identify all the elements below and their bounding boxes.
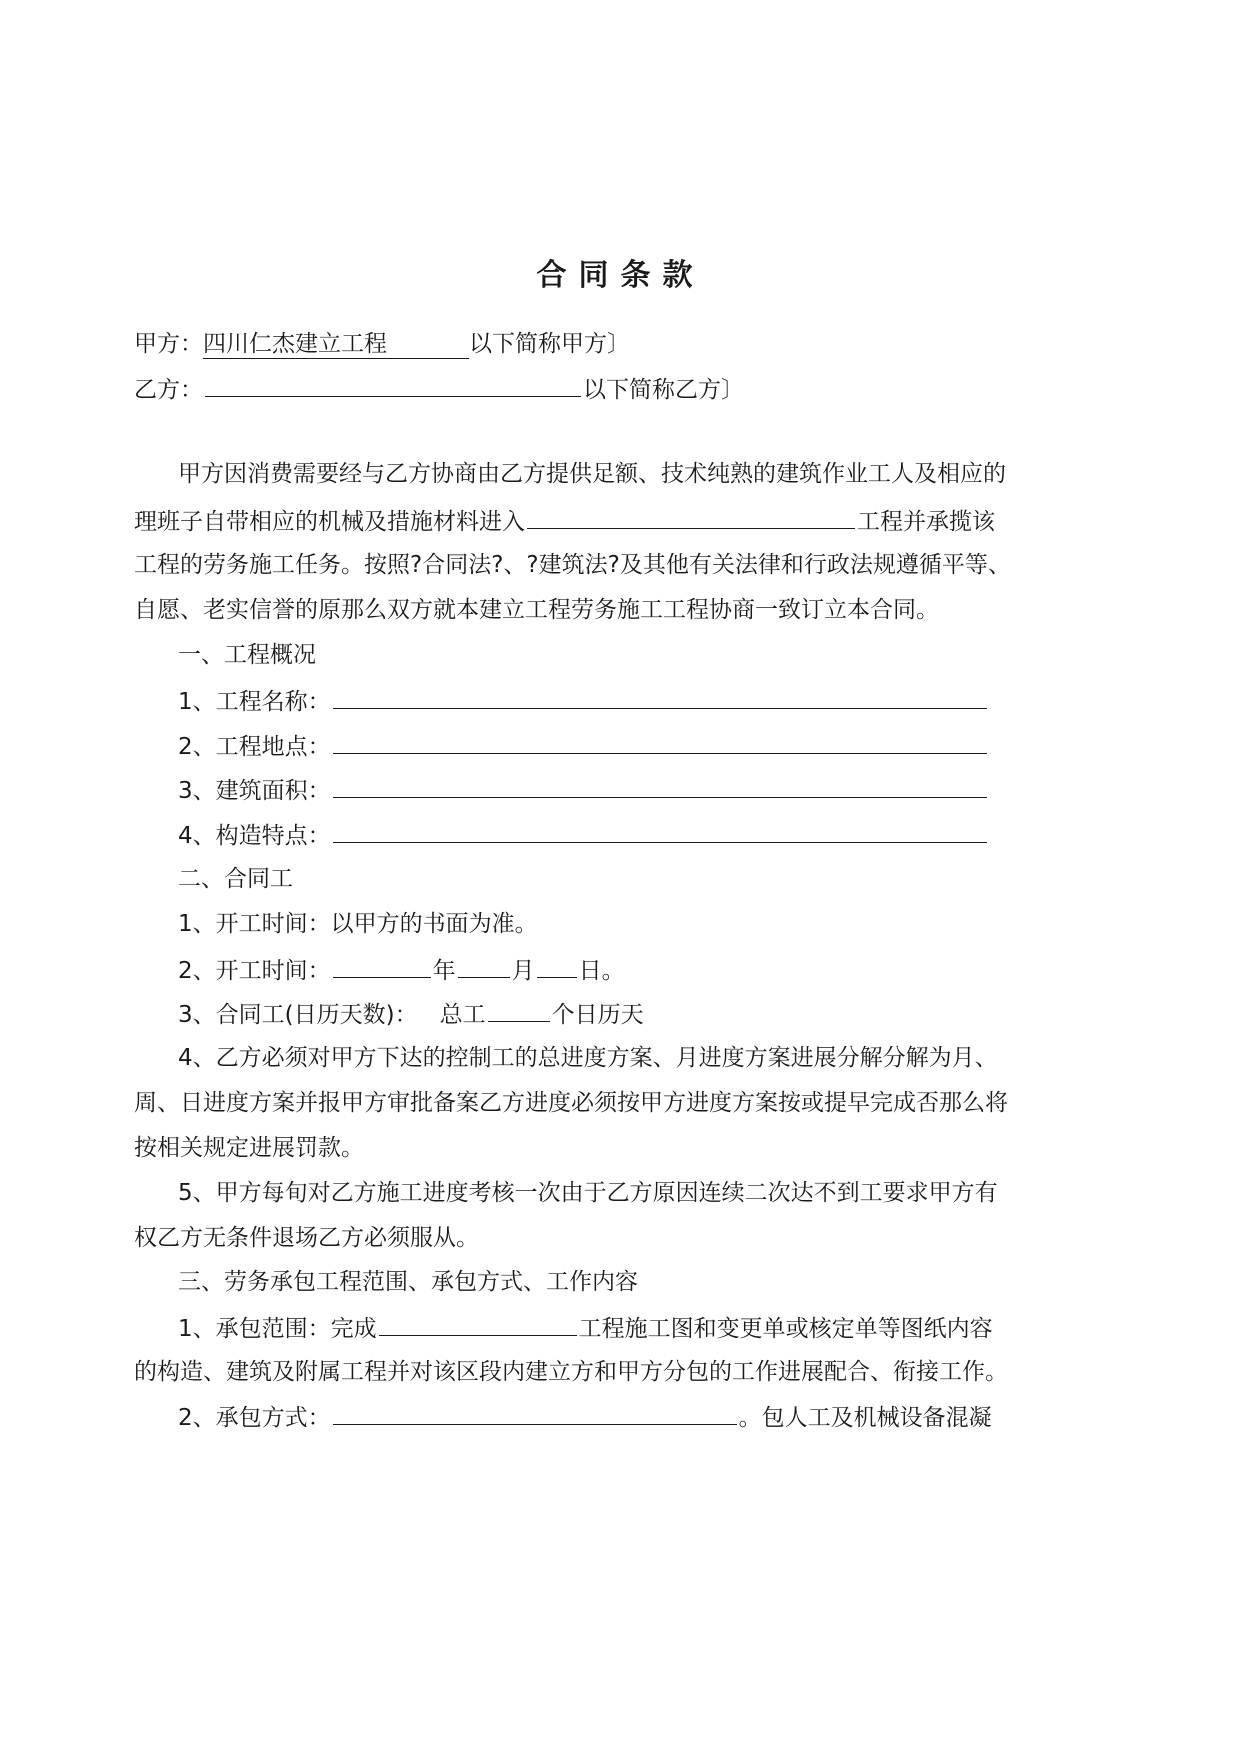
section-3-heading: 三、劳务承包工程范围、承包方式、工作内容 bbox=[178, 1269, 638, 1295]
party-a-line bbox=[134, 326, 630, 362]
building-area-label: 3、建筑面积： bbox=[178, 778, 331, 804]
scope-suffix: 工程施工图和变更单或核定单等图纸内容 bbox=[578, 1316, 993, 1342]
party-b-label: 乙方： bbox=[134, 377, 203, 403]
party-a-value: 四川仁杰建立工程 bbox=[203, 331, 387, 357]
contract-method-suffix: 。包人工及机械设备混凝 bbox=[738, 1405, 992, 1431]
scope-label: 1、承包范围：完成 bbox=[178, 1316, 377, 1342]
intro-line-2 bbox=[134, 502, 995, 540]
section-1-heading: 一、工程概况 bbox=[178, 642, 316, 668]
day-unit: 日。 bbox=[578, 958, 625, 984]
duration-label: 3、合同工(日历天数)： bbox=[178, 1002, 418, 1028]
start-time-item-2 bbox=[178, 951, 625, 989]
structure-features-row bbox=[178, 816, 989, 854]
party-b-line bbox=[134, 370, 744, 408]
year-field[interactable] bbox=[333, 951, 431, 978]
start-time-label: 2、开工时间： bbox=[178, 958, 331, 984]
duration-item bbox=[178, 995, 644, 1033]
intro-line-4: 自愿、老实信誉的原那么双方就本建立工程劳务施工工程协商一致订立本合同。 bbox=[134, 597, 939, 623]
day-field[interactable] bbox=[537, 951, 577, 978]
project-location-row bbox=[178, 727, 989, 765]
section-2-heading: 二、合同工 bbox=[178, 866, 293, 892]
building-area-field[interactable] bbox=[333, 771, 987, 798]
start-time-item-1: 1、开工时间：以甲方的书面为准。 bbox=[178, 911, 538, 937]
duration-days-field[interactable] bbox=[488, 995, 550, 1022]
scope-item-line-1 bbox=[178, 1309, 993, 1347]
project-name-label: 1、工程名称： bbox=[178, 689, 331, 715]
intro-line-2a: 理班子自带相应的机械及措施材料进入 bbox=[134, 509, 525, 535]
project-location-label: 2、工程地点： bbox=[178, 734, 331, 760]
party-a-suffix: 以下简称甲方〕 bbox=[469, 331, 630, 357]
scope-item-line-2: 的构造、建筑及附属工程并对该区段内建立方和甲方分包的工作进展配合、衔接工作。 bbox=[134, 1359, 1008, 1385]
contract-method-label: 2、承包方式： bbox=[178, 1405, 331, 1431]
party-b-blank[interactable] bbox=[205, 370, 581, 397]
party-a-label: 甲方： bbox=[134, 331, 203, 357]
project-location-field[interactable] bbox=[333, 727, 987, 754]
schedule-item-4-line-1: 4、乙方必须对甲方下达的控制工的总进度方案、月进度方案进展分解分解为月、 bbox=[178, 1045, 998, 1071]
contract-method-item bbox=[178, 1398, 992, 1436]
party-a-value-field[interactable] bbox=[203, 330, 469, 359]
schedule-item-5-line-2: 权乙方无条件退场乙方必须服从。 bbox=[134, 1225, 479, 1251]
schedule-item-5-line-1: 5、甲方每旬对乙方施工进度考核一次由于乙方原因连续二次达不到工要求甲方有 bbox=[178, 1180, 998, 1206]
party-b-suffix: 以下简称乙方〕 bbox=[583, 377, 744, 403]
document-title: 合同条款 bbox=[536, 258, 705, 293]
structure-features-label: 4、构造特点： bbox=[178, 823, 331, 849]
project-name-blank[interactable] bbox=[527, 502, 855, 529]
project-name-field[interactable] bbox=[333, 682, 987, 709]
month-unit: 月 bbox=[511, 958, 535, 984]
contract-method-field[interactable] bbox=[333, 1398, 737, 1425]
schedule-item-4-line-3: 按相关规定进展罚款。 bbox=[134, 1135, 364, 1161]
project-name-row bbox=[178, 682, 989, 720]
month-field[interactable] bbox=[458, 951, 510, 978]
structure-features-field[interactable] bbox=[333, 816, 987, 843]
schedule-item-4-line-2: 周、日进度方案并报甲方审批备案乙方进度必须按甲方进度方案按或提早完成否那么将 bbox=[134, 1090, 1008, 1116]
intro-line-1: 甲方因消费需要经与乙方协商由乙方提供足额、技术纯熟的建筑作业工人及相应的 bbox=[178, 461, 1006, 487]
intro-line-3: 工程的劳务施工任务。按照?合同法?、?建筑法?及其他有关法律和行政法规遵循平等、 bbox=[134, 552, 1011, 578]
year-unit: 年 bbox=[432, 958, 456, 984]
scope-project-field[interactable] bbox=[379, 1309, 577, 1336]
intro-line-2b: 工程并承揽该 bbox=[857, 509, 995, 535]
duration-total: 总工 bbox=[439, 1002, 486, 1028]
building-area-row bbox=[178, 771, 989, 809]
duration-unit: 个日历天 bbox=[551, 1002, 644, 1028]
